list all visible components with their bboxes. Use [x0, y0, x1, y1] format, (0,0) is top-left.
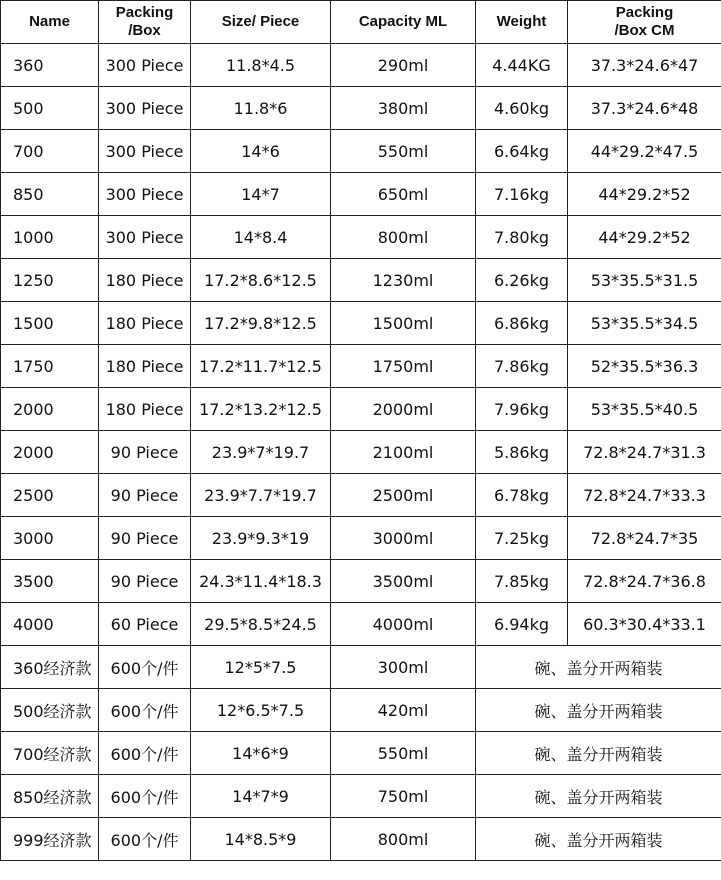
cell-packing: 300 Piece — [99, 87, 191, 130]
header-weight: Weight — [476, 1, 568, 44]
cell-weight: 7.80kg — [476, 216, 568, 259]
cell-name: 1500 — [1, 302, 99, 345]
cell-size: 17.2*8.6*12.5 — [191, 259, 331, 302]
cell-packing: 300 Piece — [99, 173, 191, 216]
cell-packing-note: 碗、盖分开两箱装 — [476, 689, 721, 732]
cell-capacity: 550ml — [331, 130, 476, 173]
cell-capacity: 3000ml — [331, 517, 476, 560]
cell-packing-note: 碗、盖分开两箱装 — [476, 732, 721, 775]
cell-size: 24.3*11.4*18.3 — [191, 560, 331, 603]
cell-capacity: 2000ml — [331, 388, 476, 431]
cell-name: 700经济款 — [1, 732, 99, 775]
cell-capacity: 3500ml — [331, 560, 476, 603]
cell-weight: 7.16kg — [476, 173, 568, 216]
table-row — [1, 87, 721, 130]
cell-weight: 6.86kg — [476, 302, 568, 345]
cell-weight: 6.26kg — [476, 259, 568, 302]
cell-weight: 6.78kg — [476, 474, 568, 517]
cell-box-size: 72.8*24.7*31.3 — [568, 431, 721, 474]
cell-size: 14*6*9 — [191, 732, 331, 775]
cell-capacity: 2100ml — [331, 431, 476, 474]
cell-size: 14*7*9 — [191, 775, 331, 818]
cell-box-size: 44*29.2*52 — [568, 173, 721, 216]
cell-packing: 600个/件 — [99, 732, 191, 775]
cell-box-size: 60.3*30.4*33.1 — [568, 603, 721, 646]
header-capacity: Capacity ML — [331, 1, 476, 44]
cell-capacity: 4000ml — [331, 603, 476, 646]
cell-box-size: 53*35.5*40.5 — [568, 388, 721, 431]
cell-size: 14*6 — [191, 130, 331, 173]
table-row — [1, 603, 721, 646]
cell-name: 4000 — [1, 603, 99, 646]
cell-capacity: 1500ml — [331, 302, 476, 345]
cell-packing: 600个/件 — [99, 818, 191, 861]
cell-size: 14*8.4 — [191, 216, 331, 259]
cell-packing: 180 Piece — [99, 345, 191, 388]
cell-capacity: 550ml — [331, 732, 476, 775]
cell-weight: 6.64kg — [476, 130, 568, 173]
cell-weight: 4.44KG — [476, 44, 568, 87]
cell-capacity: 750ml — [331, 775, 476, 818]
cell-weight: 5.86kg — [476, 431, 568, 474]
cell-box-size: 72.8*24.7*33.3 — [568, 474, 721, 517]
cell-name: 500 — [1, 87, 99, 130]
cell-box-size: 52*35.5*36.3 — [568, 345, 721, 388]
table-row — [1, 130, 721, 173]
cell-box-size: 72.8*24.7*36.8 — [568, 560, 721, 603]
table-row — [1, 216, 721, 259]
cell-packing: 180 Piece — [99, 388, 191, 431]
cell-box-size: 44*29.2*52 — [568, 216, 721, 259]
table-row-economy — [1, 775, 721, 818]
cell-packing: 600个/件 — [99, 689, 191, 732]
cell-name: 999经济款 — [1, 818, 99, 861]
table-row — [1, 44, 721, 87]
cell-size: 17.2*9.8*12.5 — [191, 302, 331, 345]
cell-name: 1250 — [1, 259, 99, 302]
cell-packing: 60 Piece — [99, 603, 191, 646]
cell-weight: 4.60kg — [476, 87, 568, 130]
header-row — [1, 1, 721, 44]
cell-packing: 300 Piece — [99, 44, 191, 87]
cell-name: 700 — [1, 130, 99, 173]
cell-size: 11.8*6 — [191, 87, 331, 130]
header-box-dimensions: Packing /Box CM — [568, 1, 721, 44]
cell-size: 23.9*7*19.7 — [191, 431, 331, 474]
cell-weight: 7.96kg — [476, 388, 568, 431]
cell-packing: 600个/件 — [99, 646, 191, 689]
table-row — [1, 259, 721, 302]
cell-name: 1000 — [1, 216, 99, 259]
cell-packing-note: 碗、盖分开两箱装 — [476, 775, 721, 818]
cell-packing: 300 Piece — [99, 216, 191, 259]
table-row — [1, 474, 721, 517]
cell-name: 500经济款 — [1, 689, 99, 732]
cell-size: 17.2*13.2*12.5 — [191, 388, 331, 431]
cell-size: 29.5*8.5*24.5 — [191, 603, 331, 646]
cell-weight: 7.25kg — [476, 517, 568, 560]
cell-capacity: 800ml — [331, 216, 476, 259]
cell-packing-note: 碗、盖分开两箱装 — [476, 646, 721, 689]
table-row — [1, 173, 721, 216]
table-row-economy — [1, 818, 721, 861]
cell-packing: 600个/件 — [99, 775, 191, 818]
cell-size: 12*5*7.5 — [191, 646, 331, 689]
cell-box-size: 37.3*24.6*48 — [568, 87, 721, 130]
table-row — [1, 388, 721, 431]
cell-name: 2000 — [1, 431, 99, 474]
cell-capacity: 2500ml — [331, 474, 476, 517]
table-row — [1, 302, 721, 345]
table-row — [1, 345, 721, 388]
cell-packing: 90 Piece — [99, 431, 191, 474]
cell-packing: 180 Piece — [99, 302, 191, 345]
cell-capacity: 1750ml — [331, 345, 476, 388]
cell-capacity: 300ml — [331, 646, 476, 689]
cell-name: 360经济款 — [1, 646, 99, 689]
cell-name: 3500 — [1, 560, 99, 603]
cell-name: 2500 — [1, 474, 99, 517]
cell-size: 17.2*11.7*12.5 — [191, 345, 331, 388]
cell-packing-note: 碗、盖分开两箱装 — [476, 818, 721, 861]
cell-capacity: 380ml — [331, 87, 476, 130]
cell-size: 23.9*9.3*19 — [191, 517, 331, 560]
cell-capacity: 650ml — [331, 173, 476, 216]
cell-name: 3000 — [1, 517, 99, 560]
table-row-economy — [1, 732, 721, 775]
cell-capacity: 420ml — [331, 689, 476, 732]
cell-capacity: 290ml — [331, 44, 476, 87]
cell-name: 2000 — [1, 388, 99, 431]
table-row — [1, 431, 721, 474]
cell-box-size: 44*29.2*47.5 — [568, 130, 721, 173]
cell-capacity: 1230ml — [331, 259, 476, 302]
cell-name: 1750 — [1, 345, 99, 388]
cell-size: 12*6.5*7.5 — [191, 689, 331, 732]
cell-name: 360 — [1, 44, 99, 87]
cell-name: 850经济款 — [1, 775, 99, 818]
cell-box-size: 53*35.5*31.5 — [568, 259, 721, 302]
cell-packing: 90 Piece — [99, 474, 191, 517]
header-size-piece: Size/ Piece — [191, 1, 331, 44]
cell-size: 23.9*7.7*19.7 — [191, 474, 331, 517]
cell-packing: 90 Piece — [99, 517, 191, 560]
table-row-economy — [1, 689, 721, 732]
cell-weight: 7.86kg — [476, 345, 568, 388]
table-row — [1, 517, 721, 560]
table-row — [1, 560, 721, 603]
header-packing-box: Packing /Box — [99, 1, 191, 44]
cell-packing: 180 Piece — [99, 259, 191, 302]
cell-size: 14*7 — [191, 173, 331, 216]
cell-size: 14*8.5*9 — [191, 818, 331, 861]
cell-size: 11.8*4.5 — [191, 44, 331, 87]
cell-box-size: 72.8*24.7*35 — [568, 517, 721, 560]
cell-box-size: 37.3*24.6*47 — [568, 44, 721, 87]
cell-weight: 7.85kg — [476, 560, 568, 603]
cell-packing: 300 Piece — [99, 130, 191, 173]
header-name: Name — [1, 1, 99, 44]
cell-capacity: 800ml — [331, 818, 476, 861]
cell-box-size: 53*35.5*34.5 — [568, 302, 721, 345]
cell-name: 850 — [1, 173, 99, 216]
table-row-economy — [1, 646, 721, 689]
cell-packing: 90 Piece — [99, 560, 191, 603]
cell-weight: 6.94kg — [476, 603, 568, 646]
